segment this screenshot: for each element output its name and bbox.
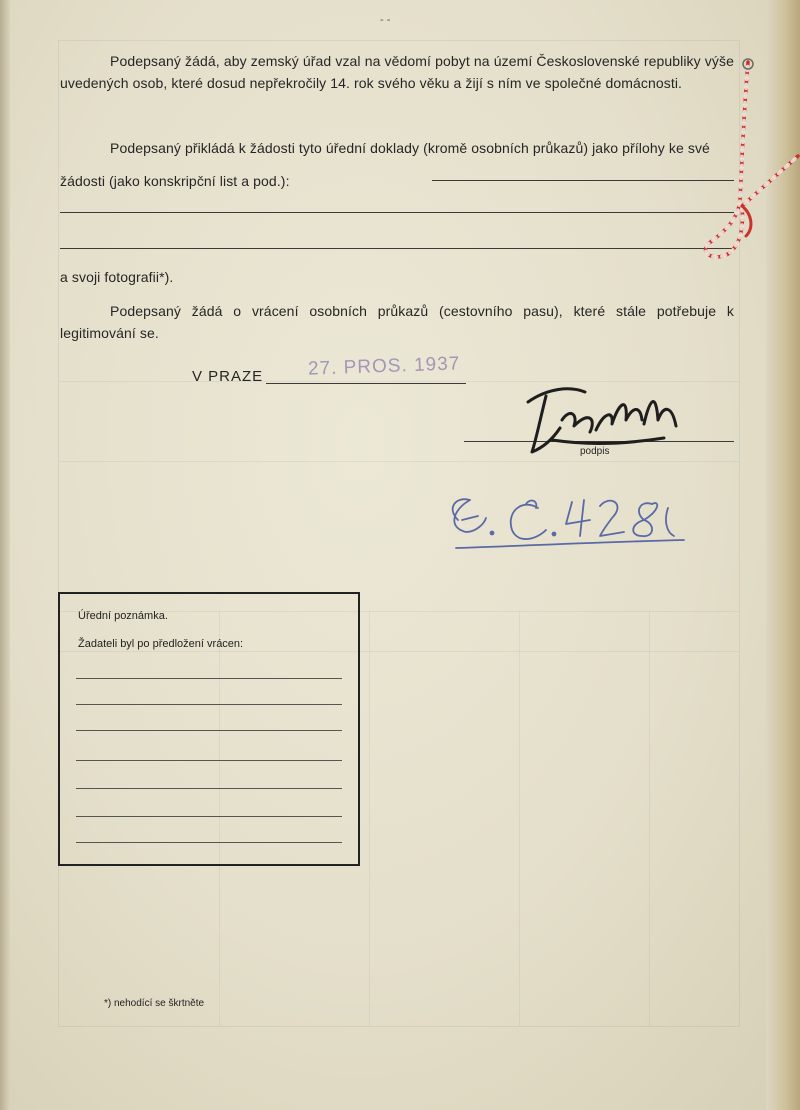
office-note-fill-line xyxy=(76,678,342,679)
office-note-fill-line xyxy=(76,704,342,705)
handwritten-number xyxy=(453,499,684,548)
place-label: V PRAZE xyxy=(192,368,264,385)
office-note-fill-line xyxy=(76,760,342,761)
office-note-box xyxy=(58,592,360,866)
paragraph-photo: a svoji fotografii*). xyxy=(60,269,174,285)
footnote: *) nehodící se škrtněte xyxy=(104,998,205,1009)
paragraph-residence: Podepsaný žádá, aby zemský úřad vzal na vědomí pobyt na území Československé republiky výše uvedených osob, které dosud nepřekročily 14. rok svého věku a žijí s ním ve společné domácnosti. xyxy=(60,53,734,91)
date-stamp: 27. PROS. 1937 xyxy=(307,353,461,380)
office-note-title: Úřední poznámka. xyxy=(78,610,168,622)
office-note-fill-line xyxy=(76,730,342,731)
office-note-fill-line xyxy=(76,788,342,789)
paragraph-attachments: Podepsaný přikládá k žádosti tyto úřední doklady (kromě osobních průkazů) jako přílohy ke své žádosti (jako konskripční list a pod.): xyxy=(60,140,710,189)
paragraph-return-documents: Podepsaný žádá o vrácení osobních průkazů (cestovního pasu), které stále potřebuje k legitimování se. xyxy=(60,303,734,341)
signature-label: podpis xyxy=(580,446,610,457)
office-note-fill-line xyxy=(76,842,342,843)
handwritten-signature xyxy=(528,389,676,452)
office-note-line: Žadateli byl po předložení vrácen: xyxy=(78,638,244,650)
string-tie xyxy=(705,59,798,257)
center-mark: - - xyxy=(380,14,391,26)
office-note-fill-line xyxy=(76,816,342,817)
